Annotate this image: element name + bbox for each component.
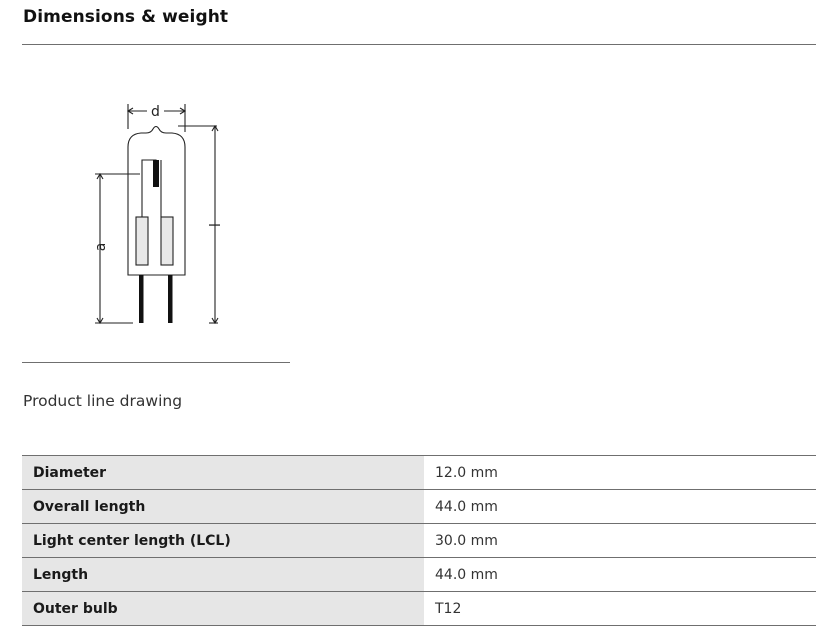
spec-value: 12.0 mm (424, 456, 816, 490)
spec-label: Diameter (22, 456, 424, 490)
spec-label: Outer bulb (22, 592, 424, 626)
spec-value: 30.0 mm (424, 524, 816, 558)
table-row (22, 490, 816, 524)
drawing-divider (22, 362, 290, 363)
diameter-dimension-label: d (151, 104, 160, 120)
halogen-bulb-drawing-icon (60, 95, 260, 335)
table-row (22, 558, 816, 592)
table-row (22, 524, 816, 558)
title-divider (22, 44, 816, 45)
light-center-dimension-label: a (93, 242, 109, 252)
spec-label: Length (22, 558, 424, 592)
specifications-table (22, 455, 816, 626)
table-row (22, 592, 816, 626)
overall-length-dimension-label: l (208, 223, 224, 227)
spec-value: 44.0 mm (424, 490, 816, 524)
spec-value: 44.0 mm (424, 558, 816, 592)
section-title: Dimensions & weight (23, 7, 229, 27)
spec-label: Light center length (LCL) (22, 524, 424, 558)
table-row (22, 456, 816, 490)
spec-value: T12 (424, 592, 816, 626)
spec-label: Overall length (22, 490, 424, 524)
drawing-caption: Product line drawing (23, 392, 183, 410)
